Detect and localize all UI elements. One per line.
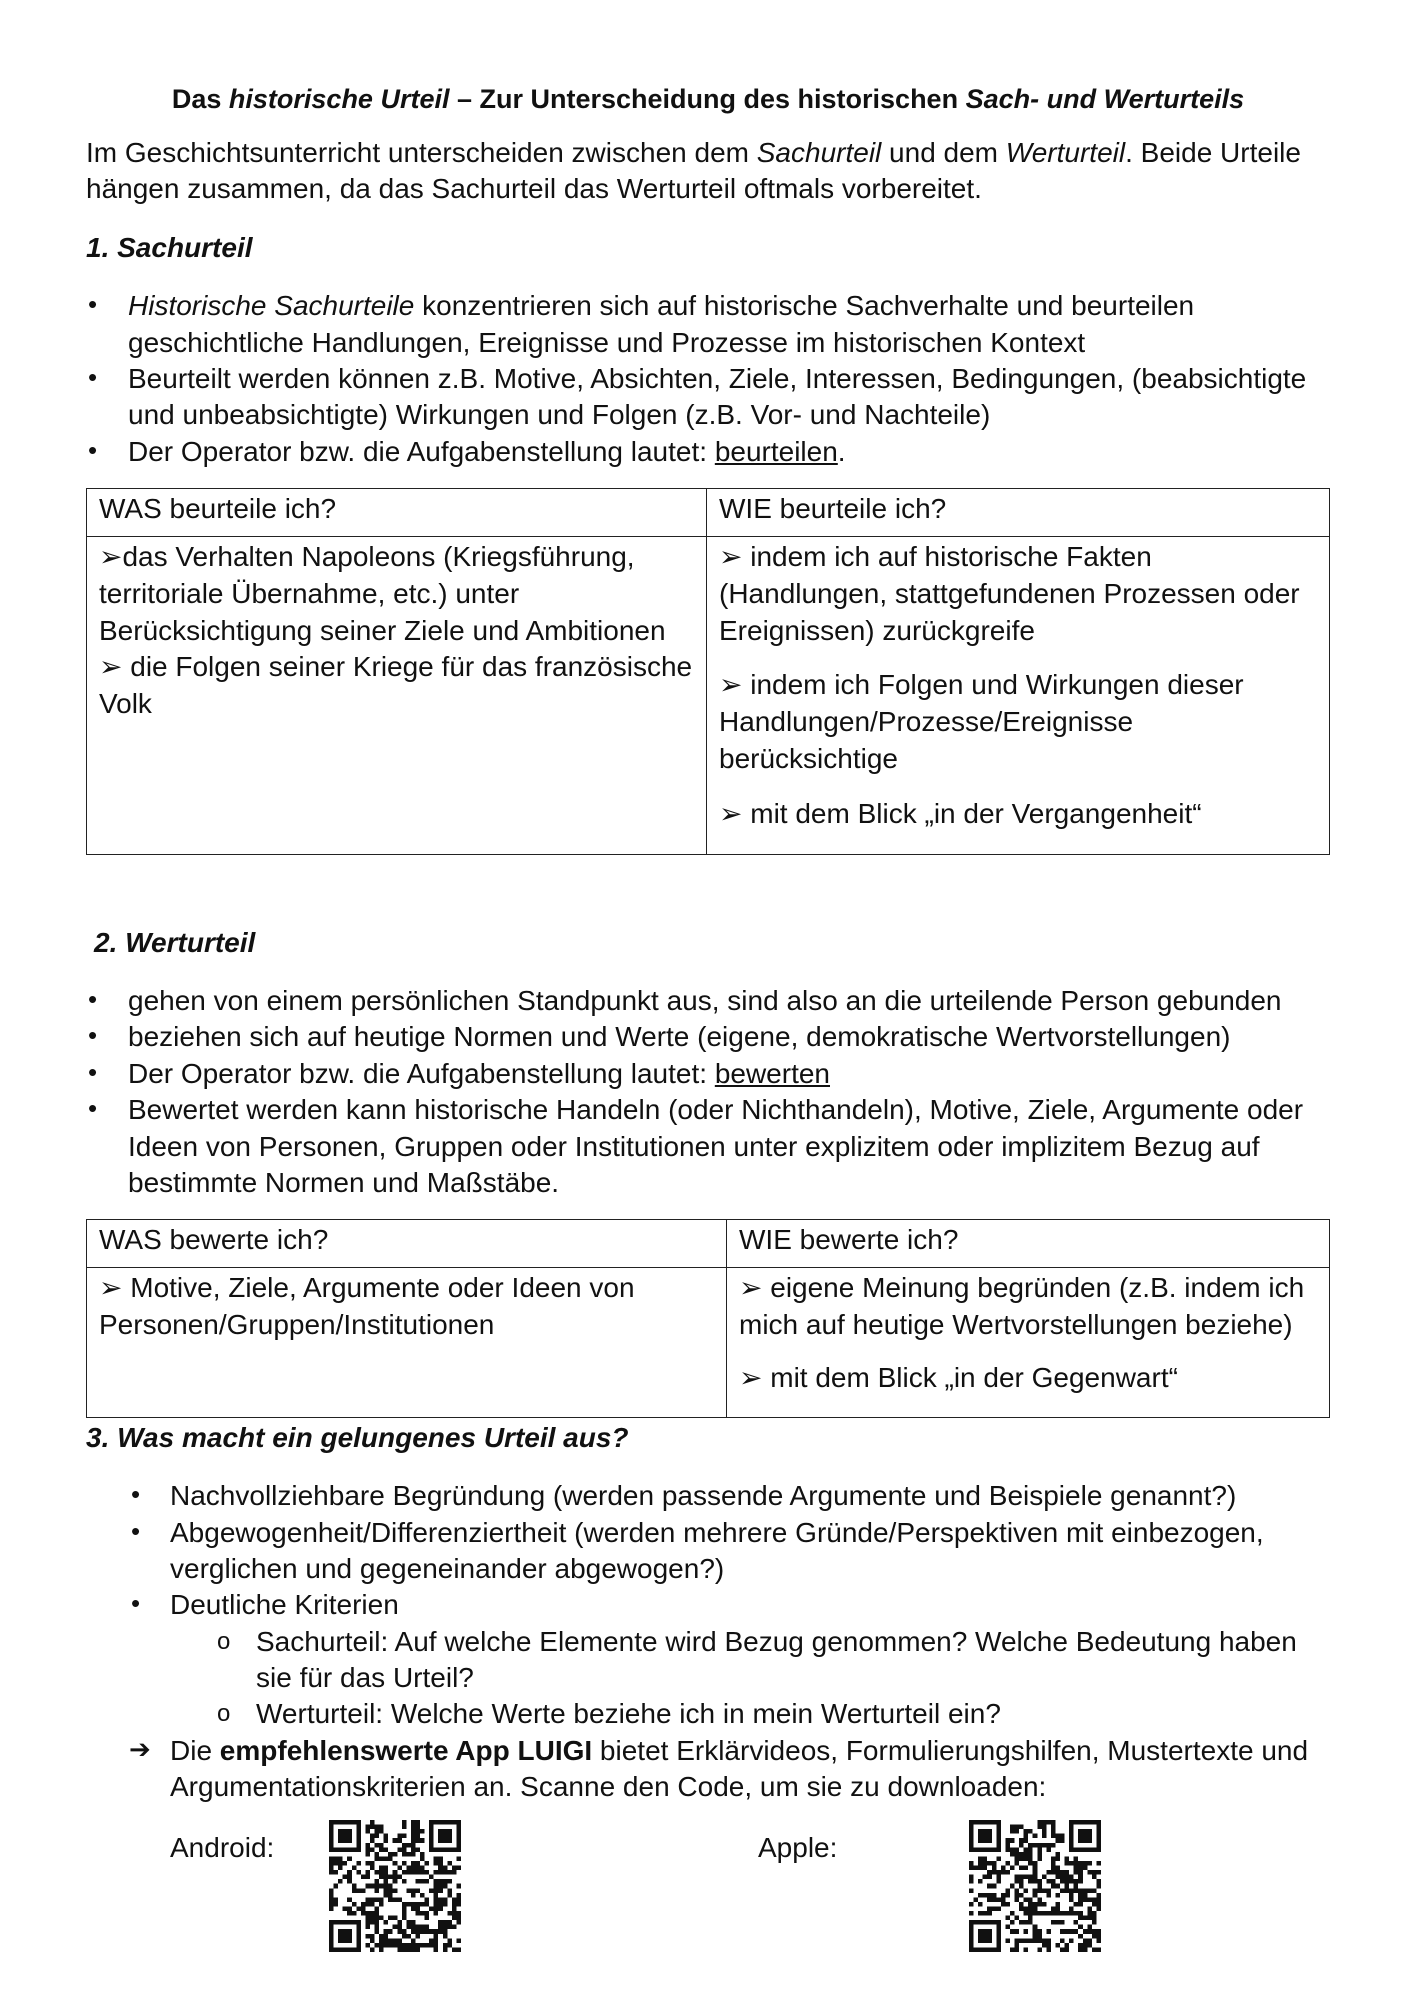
cell-line: ➢ indem ich auf historische Fakten (Handlungen, stattgefundenen Prozessen oder Ereignissen) zurückgreife	[719, 540, 1300, 646]
table-cell	[707, 536, 1330, 854]
table-cell	[87, 1267, 727, 1417]
cell-line: ➢ mit dem Blick „in der Vergangenheit“	[719, 798, 1202, 830]
table-header-cell: WAS bewerte ich?	[87, 1220, 727, 1267]
list-item: • Abgewogenheit/Differenziertheit (werden mehrere Gründe/Perspektiven mit einbezogen, verglichen und gegeneinander abgewogen?)	[86, 1515, 1330, 1588]
android-label: Android:	[170, 1831, 275, 1863]
list-item: • gehen von einem persönlichen Standpunkt aus, sind also an die urteilende Person gebunden	[86, 983, 1330, 1019]
list-item: • Beurteilt werden können z.B. Motive, Absichten, Ziele, Interessen, Bedingungen, (beabsichtigte und unbeabsichtigte) Wirkungen und Folgen (z.B. Vor- und Nachteile)	[86, 361, 1330, 434]
cell-line: ➢ Motive, Ziele, Argumente oder Ideen von Personen/Gruppen/Institutionen	[99, 1271, 635, 1340]
list-item: • Nachvollziehbare Begründung (werden passende Argumente und Beispiele genannt?)	[86, 1478, 1330, 1514]
worksheet-page	[86, 82, 1330, 1960]
apple-qr-code-icon[interactable]	[969, 1820, 1101, 1952]
table-row	[87, 536, 1330, 854]
section-heading-werturteil: 2. Werturteil	[94, 926, 256, 958]
table-header-cell: WAS beurteile ich?	[87, 489, 707, 536]
list-item: • Der Operator bzw. die Aufgabenstellung lautet: beurteilen.	[86, 434, 1330, 470]
table-cell	[87, 536, 707, 854]
list-item: • Historische Sachurteile konzentrieren sich auf historische Sachverhalte und beurteilen geschichtliche Handlungen, Ereignisse und Prozesse im historischen Kontext	[86, 288, 1330, 361]
list-item: • Der Operator bzw. die Aufgabenstellung lautet: bewerten	[86, 1056, 1330, 1092]
cell-line: ➢das Verhalten Napoleons (Kriegsführung, territoriale Übernahme, etc.) unter Berücksichtigung seiner Ziele und Ambitionen	[99, 540, 666, 646]
cell-line: ➢ die Folgen seiner Kriege für das französische Volk	[99, 651, 693, 720]
sub-list-item: o Werturteil: Welche Werte beziehe ich in mein Werturteil ein?	[86, 1696, 1330, 1732]
cell-line: ➢ mit dem Blick „in der Gegenwart“	[739, 1361, 1178, 1393]
android-qr-code-icon[interactable]	[329, 1820, 461, 1952]
list-item: • beziehen sich auf heutige Normen und Werte (eigene, demokratische Wertvorstellungen)	[86, 1019, 1330, 1055]
qr-code-row	[86, 1820, 1330, 1960]
table-header-row	[87, 1220, 1330, 1267]
sachurteil-bullet-list	[86, 288, 1330, 470]
cell-line: ➢ indem ich Folgen und Wirkungen dieser Handlungen/Prozesse/Ereignisse berücksichtige	[719, 669, 1244, 775]
table-header-row	[87, 489, 1330, 536]
apple-label: Apple:	[758, 1831, 838, 1863]
list-item: • Bewertet werden kann historische Handeln (oder Nichthandeln), Motive, Ziele, Argumente oder Ideen von Personen, Gruppen oder Institutionen unter explizitem oder implizitem Bezug auf bestimmte Normen und Maßstäbe.	[86, 1092, 1330, 1201]
page-title: Das historische Urteil – Zur Unterscheidung des historischen Sach- und Werturteils	[171, 84, 1245, 114]
table-row	[87, 1267, 1330, 1417]
sub-list-item: o Sachurteil: Auf welche Elemente wird Bezug genommen? Welche Bedeutung haben sie für das Urteil?	[86, 1624, 1330, 1697]
section-heading-sachurteil: 1. Sachurteil	[86, 231, 253, 263]
table-header-cell: WIE bewerte ich?	[727, 1220, 1330, 1267]
intro-paragraph: Im Geschichtsunterricht unterscheiden zwischen dem Sachurteil und dem Werturteil. Beide Urteile hängen zusammen, da das Sachurteil das Werturteil oftmals vorbereitet.	[86, 137, 1301, 205]
app-recommendation: ➔ Die empfehlenswerte App LUIGI bietet Erklärvideos, Formulierungshilfen, Mustertexte und Argumentationskriterien an. Scanne den Code, um sie zu downloaden:	[129, 1733, 1309, 1803]
arrow-right-icon: ➔	[129, 1733, 151, 1764]
section-heading-gelungenes-urteil: 3. Was macht ein gelungenes Urteil aus?	[86, 1421, 629, 1453]
table-cell	[727, 1267, 1330, 1417]
cell-line: ➢ eigene Meinung begründen (z.B. indem ich mich auf heutige Wertvorstellungen beziehe)	[739, 1271, 1305, 1340]
sachurteil-table	[86, 488, 1330, 854]
list-item: • Deutliche Kriterien o Sachurteil: Auf welche Elemente wird Bezug genommen? Welche Bedeutung haben sie für das Urteil? o Werturteil: Welche Werte beziehe ich in mein Werturteil ein?	[86, 1587, 1330, 1733]
table-header-cell: WIE beurteile ich?	[707, 489, 1330, 536]
werturteil-bullet-list	[86, 983, 1330, 1201]
criteria-bullet-list	[86, 1478, 1330, 1733]
criteria-sub-list	[86, 1624, 1330, 1733]
werturteil-table	[86, 1219, 1330, 1417]
